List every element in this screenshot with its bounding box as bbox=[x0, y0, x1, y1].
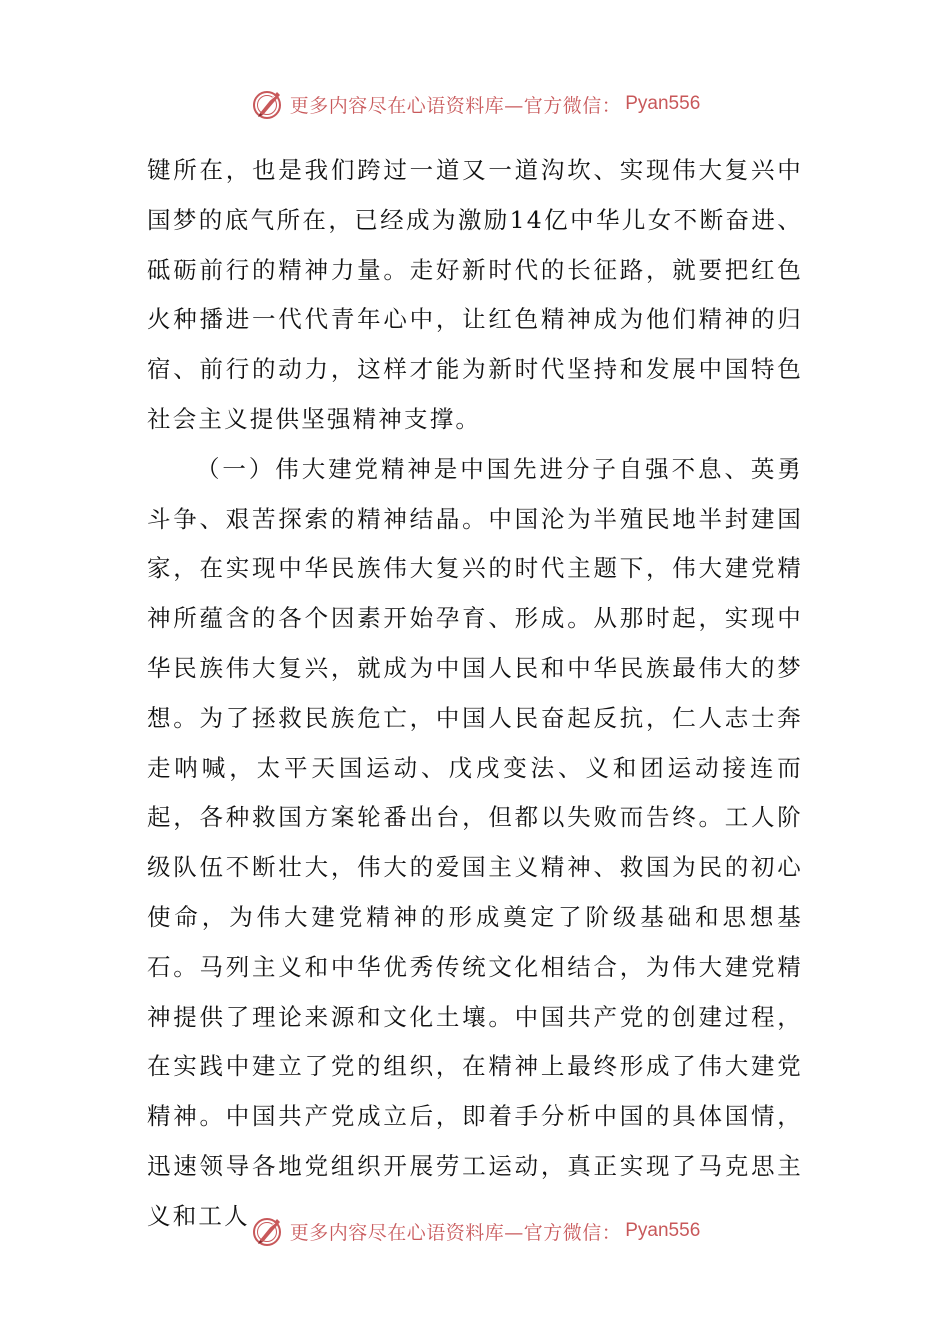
quill-logo-icon bbox=[250, 86, 286, 122]
watermark-text: 更多内容尽在心语资料库—官方微信： bbox=[289, 94, 622, 117]
document-body bbox=[147, 146, 803, 1242]
footer-watermark bbox=[0, 1211, 950, 1251]
watermark-text: 更多内容尽在心语资料库—官方微信： bbox=[289, 1221, 622, 1244]
watermark-wechat-id: Pyan556 bbox=[625, 93, 701, 114]
paragraph-section-one: （一）伟大建党精神是中国先进分子自强不息、英勇斗争、艰苦探索的精神结晶。中国沦为半殖民地半封建国家，在实现中华民族伟大复兴的时代主题下，伟大建党精神所蕴含的各个因素开始孕育、形成。从那时起，实现中华民族伟大复兴，就成为中国人民和中华民族最伟大的梦想。为了拯救民族危亡，中国人民奋起反抗，仁人志士奔走呐喊，太平天国运动、戊戌变法、义和团运动接连而起，各种救国方案轮番出台，但都以失败而告终。工人阶级队伍不断壮大，伟大的爱国主义精神、救国为民的初心使命，为伟大建党精神的形成奠定了阶级基础和思想基石。马列主义和中华优秀传统文化相结合，为伟大建党精神提供了理论来源和文化土壤。中国共产党的创建过程，在实践中建立了党的组织，在精神上最终形成了伟大建党精神。中国共产党成立后，即着手分析中国的具体国情，迅速领导各地党组织开展劳工运动，真正实现了马克思主义和工人 bbox=[147, 454, 803, 1230]
quill-logo-icon bbox=[250, 1213, 286, 1249]
watermark-wechat-id: Pyan556 bbox=[625, 1220, 701, 1241]
header-watermark bbox=[0, 84, 950, 124]
paragraph-continued: 键所在，也是我们跨过一道又一道沟坎、实现伟大复兴中国梦的底气所在，已经成为激励14亿中华儿女不断奋进、砥砺前行的精神力量。走好新时代的长征路，就要把红色火种播进一代代青年心中，让红色精神成为他们精神的归宿、前行的动力，这样才能为新时代坚持和发展中国特色社会主义提供坚强精神支撑。 bbox=[147, 156, 803, 433]
